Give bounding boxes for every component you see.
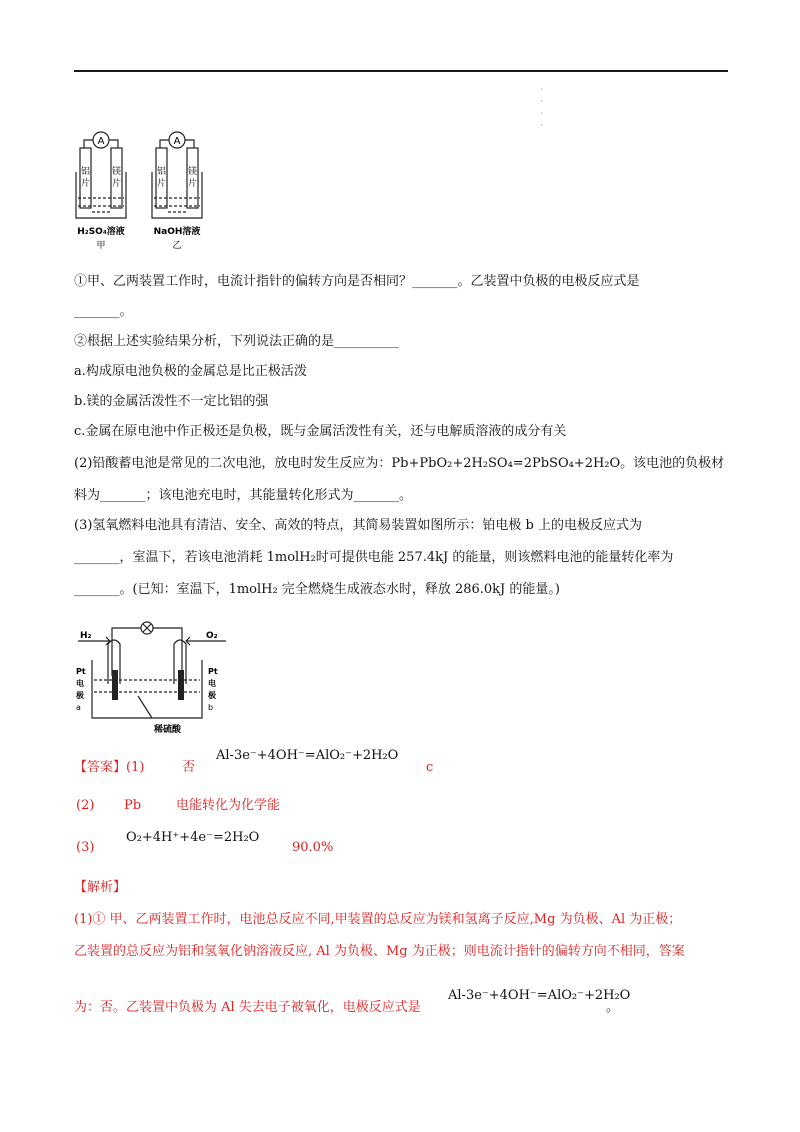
svg-text:片: 片	[156, 179, 167, 189]
svg-text:b: b	[208, 703, 214, 712]
analysis-line-2: 乙装置的总反应为铝和氢氧化钠溶液反应, Al 为负极、Mg 为正极；则电流计指针的偏转方向不相同，答案	[74, 944, 685, 959]
svg-text:极: 极	[208, 691, 216, 700]
electrode-al-yi: 铝	[156, 167, 167, 177]
acid-label: 稀硫酸	[154, 725, 182, 735]
analysis-line-1: (1)① 甲、乙两装置工作时，电池总反应不同,甲装置的总反应为镁和氢离子反应,Mg 为负极、Al 为正极；	[74, 912, 682, 927]
answer-label: 【答案】(1)	[74, 760, 145, 775]
analysis-equation: Al-3e⁻+4OH⁻=AlO₂⁻+2H₂O	[448, 988, 631, 1003]
answer-2-energy: 电能转化为化学能	[176, 798, 281, 813]
electrode-a-label: Pt	[76, 667, 86, 676]
svg-text:极: 极	[76, 691, 84, 700]
cell-label-jia: 甲	[96, 241, 106, 251]
answer-2-label: (2)	[76, 798, 95, 813]
svg-text:电: 电	[76, 679, 84, 688]
answer-3-percent: 90.0%	[292, 840, 334, 855]
ammeter-label-yi: A	[173, 136, 181, 147]
electrode-mg-jia: 镁	[111, 167, 122, 177]
question-1: ①甲、乙两装置工作时，电流计指针的偏转方向是否相同？_______。乙装置中负极的电极反应式是	[74, 274, 640, 289]
solution-jia: H₂SO₄溶液	[77, 227, 125, 237]
svg-text:电: 电	[208, 679, 216, 688]
part-3-line-2: _______，室温下，若该电池消耗 1molH₂时可提供电能 257.4kJ 的能量，则该燃料电池的能量转化率为	[74, 550, 674, 565]
ammeter-label-jia: A	[97, 136, 105, 147]
fuel-cell-diagram	[74, 614, 230, 740]
part-3-line-3: _______。(已知：室温下，1molH₂ 完全燃烧生成液态水时，释放 286.0kJ 的能量。)	[74, 582, 560, 597]
answer-1-equation: Al-3e⁻+4OH⁻=AlO₂⁻+2H₂O	[216, 748, 399, 763]
electrode-b-label: Pt	[208, 667, 218, 676]
svg-text:片: 片	[111, 179, 122, 189]
option-a: a.构成原电池负极的金属总是比正极活泼	[74, 364, 307, 379]
question-1-cont: _______。	[74, 304, 133, 319]
answer-1-value: 否	[182, 760, 196, 775]
solution-yi: NaOH溶液	[153, 227, 201, 237]
svg-text:片: 片	[187, 179, 198, 189]
h2-label: H₂	[80, 631, 92, 641]
cell-label-yi: 乙	[172, 241, 182, 251]
margin-dots: · · · ·	[540, 85, 543, 130]
analysis-end-mark: 。	[606, 1000, 620, 1015]
answer-3-equation: O₂+4H⁺+4e⁻=2H₂O	[126, 830, 260, 845]
answer-3-label: (3)	[76, 840, 95, 855]
analysis-label: 【解析】	[74, 880, 127, 895]
part-2-line-1: (2)铅酸蓄电池是常见的二次电池，放电时发生反应为：Pb+PbO₂+2H₂SO₄=2PbSO₄+2H₂O。该电池的负极材	[74, 456, 725, 471]
option-b: b.镁的金属活泼性不一定比铝的强	[74, 394, 269, 409]
answer-1-choice: c	[426, 760, 434, 775]
answer-2-material: Pb	[124, 798, 142, 813]
electrode-al-jia: 铝	[80, 167, 91, 177]
question-2: ②根据上述实验结果分析，下列说法正确的是__________	[74, 334, 400, 349]
part-2-line-2: 料为_______；该电池充电时，其能量转化形式为_______。	[74, 488, 413, 503]
electrode-mg-yi: 镁	[187, 167, 198, 177]
svg-text:片: 片	[80, 179, 91, 189]
o2-label: O₂	[206, 631, 218, 641]
analysis-line-3: 为：否。乙装置中负极为 Al 失去电子被氧化，电极反应式是	[74, 1000, 421, 1015]
header-rule	[74, 70, 728, 72]
part-3-line-1: (3)氢氧燃料电池具有清洁、安全、高效的特点，其简易装置如图所示：铂电极 b 上的电极反应式为	[74, 518, 643, 533]
option-c: c.金属在原电池中作正极还是负极，既与金属活泼性有关，还与电解质溶液的成分有关	[74, 424, 567, 439]
svg-text:a: a	[76, 703, 81, 712]
galvanic-cells-diagram	[74, 126, 224, 258]
